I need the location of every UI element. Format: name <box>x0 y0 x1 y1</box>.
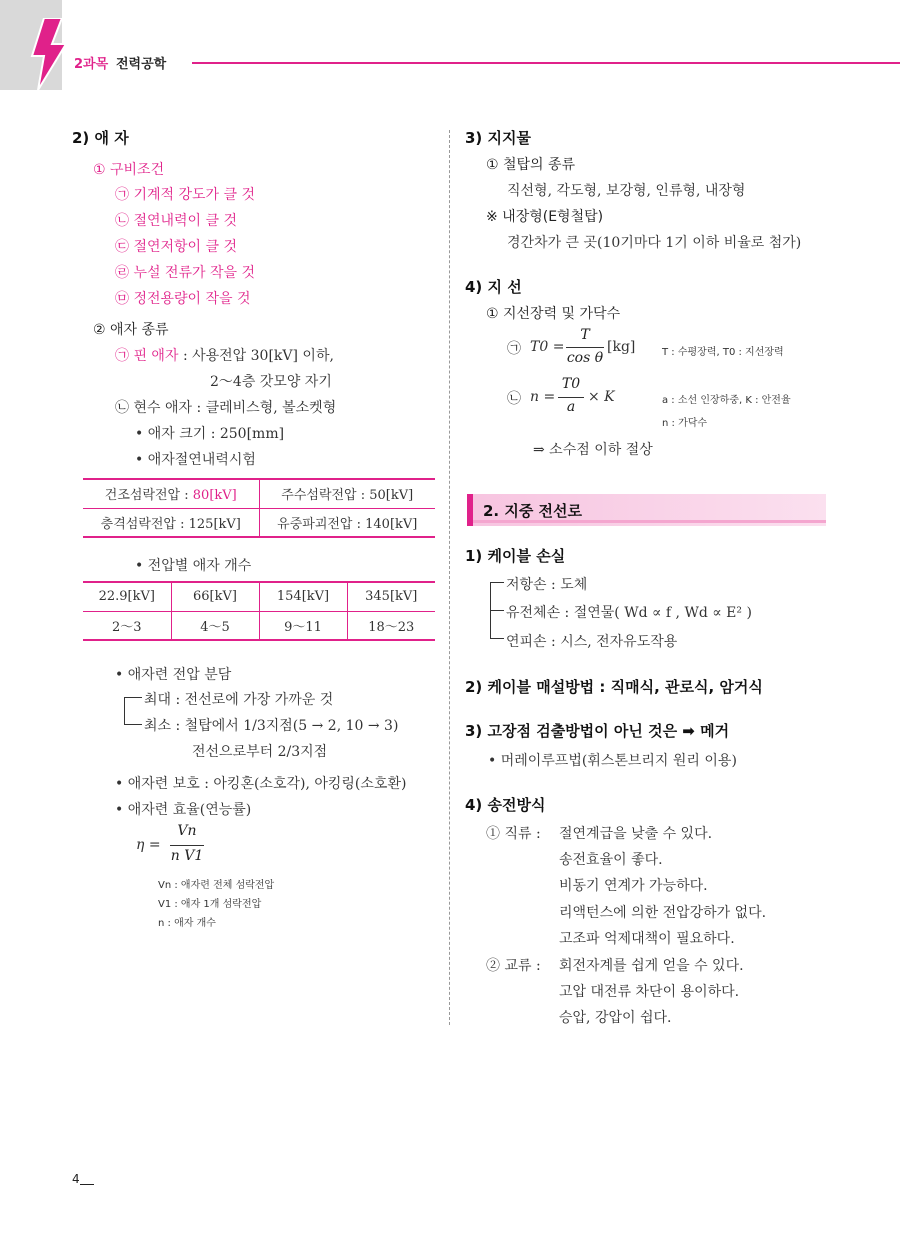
loss-bracket-mid <box>490 610 504 611</box>
table-cell: 충격섬락전압 : 125[kV] <box>83 508 259 537</box>
cable-laying-title: 2) 케이블 매설방법 : 직매식, 관로식, 암거식 <box>465 678 763 696</box>
fraction-line <box>170 845 204 846</box>
column-divider <box>449 130 450 1025</box>
voltage-share-title: • 애자련 전압 분담 <box>115 667 232 683</box>
voltage-header: 345[kV] <box>347 582 435 611</box>
support-title: 3) 지지물 <box>465 129 531 147</box>
ac-item: 승압, 강압이 쉽다. <box>559 1010 672 1026</box>
count-cell: 2～3 <box>83 611 171 640</box>
table-cell <box>83 479 259 508</box>
header-subject: 2과목 <box>74 57 109 72</box>
page-number: 4 <box>72 1172 80 1186</box>
formula2-legend: n : 가닥수 <box>662 418 708 429</box>
banner-title: 2. 지중 전선로 <box>483 502 583 520</box>
share-max: 최대 : 전선로에 가장 가까운 것 <box>144 692 334 708</box>
share-bracket <box>124 697 142 725</box>
requirement-item: ㉢ 절연저항이 클 것 <box>115 239 238 255</box>
section-banner <box>467 494 826 526</box>
efficiency-denominator: n V1 <box>170 848 204 864</box>
efficiency-title: • 애자련 효율(연능률) <box>115 802 252 818</box>
dc-item: 절연계급을 낮출 수 있다. <box>559 826 713 842</box>
requirement-item: ㉤ 정전용량이 작을 것 <box>115 291 251 307</box>
voltage-header: 66[kV] <box>171 582 259 611</box>
formula-marker: ㉡ <box>507 391 521 407</box>
dry-flashover-value: 80[kV] <box>192 488 237 504</box>
pin-insulator-line <box>115 345 334 365</box>
formula1-unit: [kg] <box>607 339 636 355</box>
eta-symbol: η = <box>136 837 161 853</box>
cable-loss-title: 1) 케이블 손실 <box>465 547 566 565</box>
formula2-denominator: a <box>566 399 576 415</box>
ac-label: ② 교류 : <box>486 958 541 974</box>
round-up-note: ⇒ 소수점 이하 절상 <box>533 442 653 458</box>
formula1-numerator: T <box>580 327 590 343</box>
requirement-item: ㉣ 누설 전류가 작을 것 <box>115 265 255 281</box>
voltage-header: 22.9[kV] <box>83 582 171 611</box>
insulator-kinds-title: ② 애자 종류 <box>93 322 169 338</box>
dry-flashover-label: 건조섬락전압 : <box>104 488 189 504</box>
legend-item: n : 애자 개수 <box>158 918 216 929</box>
share-min: 최소 : 철탑에서 1/3지점(5 → 2, 10 → 3) <box>144 718 399 734</box>
count-cell: 9～11 <box>259 611 347 640</box>
count-cell: 4～5 <box>171 611 259 640</box>
dc-item: 비동기 연계가 가능하다. <box>559 878 708 894</box>
page-number-rule <box>80 1184 94 1185</box>
fraction-line <box>566 347 604 348</box>
loss-item: 연피손 : 시스, 전자유도작용 <box>506 634 678 650</box>
insulator-test: • 애자절연내력시험 <box>135 452 256 468</box>
pin-insulator-name: 핀 애자 <box>133 348 179 364</box>
count-cell: 18～23 <box>347 611 435 640</box>
formula2-lhs: n = <box>530 389 556 405</box>
requirement-item: ㉡ 절연내력이 클 것 <box>115 213 238 229</box>
table-cell: 유중파괴전압 : 140[kV] <box>259 508 435 537</box>
suspension-insulator-line: ㉡ 현수 애자 : 클레비스형, 볼소켓형 <box>115 400 337 416</box>
fraction-line <box>558 397 584 398</box>
efficiency-numerator: Vn <box>177 823 197 839</box>
loss-item: 유전체손 : 절연물( Wd ∝ f , Wd ∝ E² ) <box>506 605 752 621</box>
guy-wire-title: 4) 지 선 <box>465 278 522 296</box>
lightning-bolt-icon <box>28 18 70 90</box>
ac-item: 고압 대전류 차단이 용이하다. <box>559 984 740 1000</box>
insulator-size: • 애자 크기 : 250[mm] <box>135 426 285 442</box>
dc-item: 리액턴스에 의한 전압강하가 없다. <box>559 905 767 921</box>
header-rule <box>192 62 900 64</box>
dc-item: 고조파 억제대책이 필요하다. <box>559 931 735 947</box>
dc-item: 송전효율이 좋다. <box>559 852 663 868</box>
formula2-numerator: T0 <box>561 376 581 392</box>
requirements-title: ① 구비조건 <box>93 162 165 178</box>
strain-tower-note: 경간차가 큰 곳(10기마다 1기 이하 비율로 첨가) <box>507 235 802 251</box>
pin-marker: ㉠ <box>115 348 129 364</box>
formula1-lhs: T0 = <box>530 339 565 355</box>
flashover-table <box>83 478 435 538</box>
transmission-title: 4) 송전방식 <box>465 796 546 814</box>
share-min-2: 전선으로부터 2/3지점 <box>192 744 328 760</box>
murray-loop: • 머레이루프법(휘스톤브리지 원리 이용) <box>488 753 737 769</box>
ac-item: 회전자계를 쉽게 얻을 수 있다. <box>559 958 744 974</box>
formula-marker: ㉠ <box>507 341 521 357</box>
strain-tower-note-title: ※ 내장형(E형철탑) <box>486 209 604 225</box>
guy-tension-title: ① 지선장력 및 가닥수 <box>486 306 621 322</box>
pin-insulator-desc: : 사용전압 30[kV] 이하, <box>182 348 334 364</box>
insulator-protection: • 애자련 보호 : 아킹혼(소호각), 아킹링(소호환) <box>115 776 407 792</box>
table-cell: 주수섬락전압 : 50[kV] <box>259 479 435 508</box>
voltage-header: 154[kV] <box>259 582 347 611</box>
insulator-count-table <box>83 581 435 641</box>
header-title: 전력공학 <box>116 57 167 72</box>
tower-types: 직선형, 각도형, 보강형, 인류형, 내장형 <box>507 183 746 199</box>
section-insulator-title: 2) 애 자 <box>72 129 129 147</box>
tower-types-title: ① 철탑의 종류 <box>486 157 576 173</box>
formula2-rhs: × K <box>588 389 615 405</box>
dc-label: ① 직류 : <box>486 826 541 842</box>
formula1-denominator: cos θ <box>566 350 604 366</box>
requirement-item: ㉠ 기계적 강도가 클 것 <box>115 187 255 203</box>
insulator-count-title: • 전압별 애자 개수 <box>135 558 252 574</box>
fault-detection-title: 3) 고장점 검출방법이 아닌 것은 ➡ 메거 <box>465 722 730 740</box>
pin-insulator-desc2: 2～4층 갓모양 자기 <box>210 374 332 390</box>
legend-item: V1 : 애자 1개 섬락전압 <box>158 899 262 910</box>
loss-item: 저항손 : 도체 <box>506 577 588 593</box>
formula2-legend: a : 소선 인장하중, K : 안전율 <box>662 395 791 406</box>
legend-item: Vn : 애자련 전체 섬락전압 <box>158 880 275 891</box>
formula1-legend: T : 수평장력, T0 : 지선장력 <box>662 347 784 358</box>
